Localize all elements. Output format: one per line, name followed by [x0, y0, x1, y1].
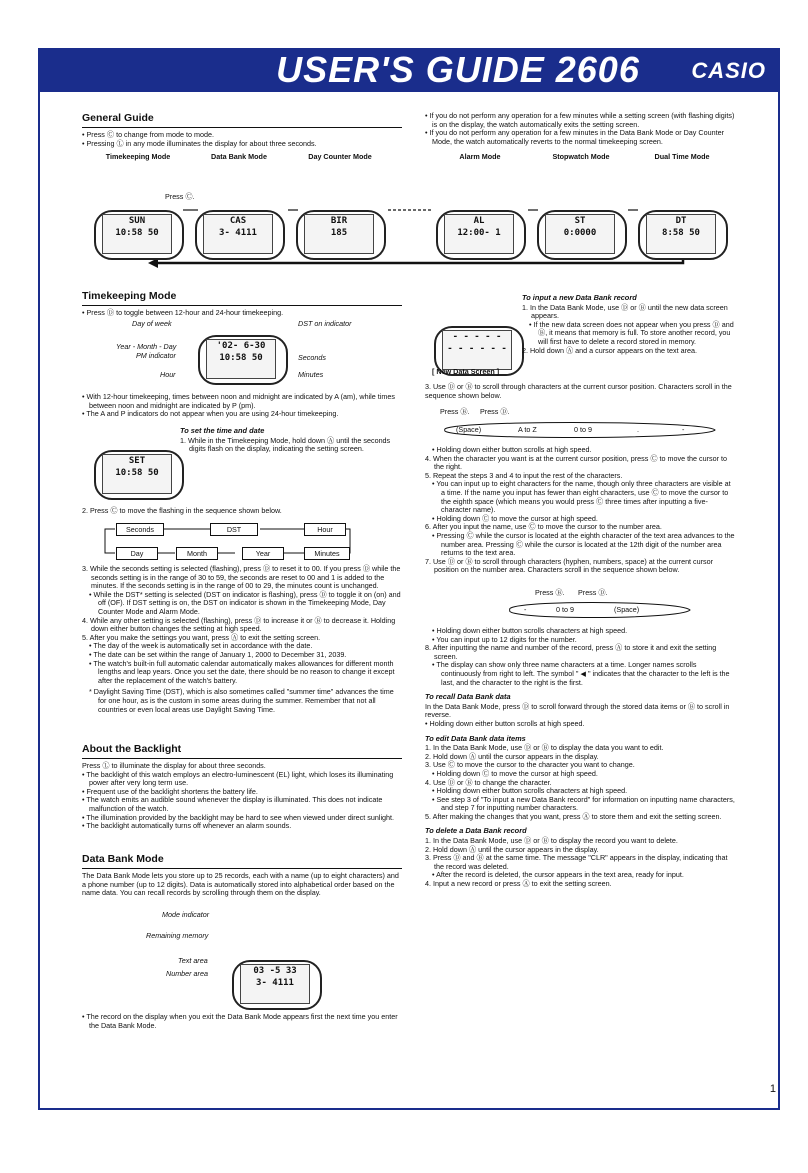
set-time-heading: To set the time and date [180, 426, 265, 435]
press-b-label: Press Ⓑ. [535, 588, 565, 597]
step: • The display can show only three name characters at a time. Longer names scrolls continuously from right to left. The symbol " ◀ " indicates that the character to the left is the last, and the character to the right is the first. [432, 660, 730, 687]
watch-databank-detail [230, 950, 322, 1018]
step: • You can input up to eight characters for the name, though only three characters are visible at a time. If the name you input has fewer than eight characters, use Ⓒ to move the cursor to the eighth space (which means you would press Ⓒ three times after inputting a five-character name). [432, 479, 731, 515]
step: • Holding down either button scrolls characters at high speed. [432, 786, 628, 796]
mode-label: Day Counter Mode [308, 152, 372, 161]
step: • Pressing Ⓒ while the cursor is located at the eighth character of the text area advances to the number area. Pressing Ⓒ while the cursor is located at the 12th digit of the number area returns to the text area. [432, 530, 735, 558]
timekeeping-heading: Timekeeping Mode [82, 290, 402, 306]
step: 4. When the character you want is at the current cursor position, press Ⓒ to move the cursor to the right. [425, 453, 728, 472]
general-bullet: • Pressing Ⓛ in any mode illuminates the display for about three seconds. [82, 140, 402, 149]
general-guide-section [82, 112, 402, 148]
seq-char: 0 to 9 [556, 605, 574, 614]
seq-seconds: Seconds [116, 523, 164, 536]
step: 2. Hold down Ⓐ until the cursor appears in the display. [425, 751, 599, 761]
step: 5. Repeat the steps 3 and 4 to input the rest of the characters. [425, 470, 623, 480]
callout-day-of-week: Day of week [132, 319, 172, 328]
watch-display: AL 12:00- 1 [444, 214, 514, 254]
callout-mode-indicator: Mode indicator [162, 910, 210, 919]
callout-minutes: Minutes [298, 370, 324, 379]
set-step-2: 2. Press Ⓒ to move the flashing in the sequence shown below. [82, 506, 282, 515]
mode-label: Stopwatch Mode [552, 152, 610, 161]
input-heading: To input a new Data Bank record [522, 293, 637, 302]
step: 3. While the seconds setting is selected (flashing), press Ⓓ to reset it to 00. If you press Ⓓ while the seconds setting is in the range of 30 to 59, the seconds are reset to 00 and 1 is added to the minutes. If the seconds setting is in the range of 00 to 29, the minutes count is unchanged. [82, 564, 401, 591]
step: 8. After inputting the name and number of the record, press Ⓐ to store it and exit the setting screen. [425, 643, 717, 661]
watch-display: BIR 185 [304, 214, 374, 254]
input-step: • If the new data screen does not appear when you press Ⓓ and Ⓑ, it means that memory is full. To store another record, you will first have to delete a record stored in memory. [529, 319, 734, 346]
callout-dst: DST on indicator [298, 319, 352, 328]
seq-char: (Space) [614, 605, 640, 614]
seq-char: A to Z [518, 425, 537, 434]
mode-label: Alarm Mode [459, 152, 501, 161]
step: 3. Use Ⓒ to move the cursor to the character you want to change. [425, 760, 635, 770]
step: • While the DST* setting is selected (DST on indicator is flashing), press Ⓓ to toggle it on (on) and off (OF). If DST setting is on, the DST on indicator is shown in the Timekeeping Mode, Day Counter Mode and Alarm Mode. [89, 589, 401, 616]
timekeeping-steps [82, 565, 402, 714]
backlight-heading: About the Backlight [82, 743, 402, 759]
watch-display: ST 0:0000 [545, 214, 615, 254]
watch-setting [92, 440, 184, 508]
seq-dst: DST [210, 523, 258, 536]
watch-display: '02- 6-30 10:58 50 [206, 339, 276, 379]
mode-label: Timekeeping Mode [105, 152, 171, 161]
callout-pm: PM indicator [136, 351, 176, 360]
recall-heading: To recall Data Bank data [425, 692, 511, 702]
title-banner [38, 48, 780, 92]
mode-label: Data Bank Mode [211, 152, 267, 161]
seq-char: (Space) [456, 425, 482, 434]
input-steps-a [425, 446, 735, 575]
step: 7. Use Ⓓ or Ⓑ to scroll through characters (hyphen, numbers, space) at the current cursor position on the number area. Characters scroll in the sequence shown below. [425, 556, 714, 575]
step: 5. After making the changes that you want, press Ⓐ to store them and exit the setting screen. [425, 811, 722, 821]
general-guide-right [425, 112, 735, 146]
seq-day: Day [116, 547, 158, 560]
watch-stopwatch [535, 152, 627, 268]
step: • The date can be set within the range of January 1, 2000 to December 31, 2039. [89, 649, 347, 659]
general-guide-heading: General Guide [82, 112, 402, 128]
input-step: 2. Hold down Ⓐ and a cursor appears on the text area. [522, 345, 697, 355]
input-record-section [522, 292, 734, 355]
backlight-bullet: • The backlight of this watch employs an electro-luminescent (EL) light, which loses its illuminating power after very long term use. [82, 771, 402, 788]
step: 1. In the Data Bank Mode, use Ⓓ or Ⓑ to display the record you want to delete. [425, 836, 678, 846]
step: 4. While any other setting is selected (flashing), press Ⓓ to increase it or Ⓑ to decrease it. Holding down either button changes the setting at high speed. [82, 615, 396, 634]
brand-logo: CASIO [691, 58, 766, 83]
set-step: 1. While in the Timekeeping Mode, hold down Ⓐ until the seconds digits flash on the display, indicating the setting screen. [180, 435, 391, 454]
watch-display: SUN 10:58 50 [102, 214, 172, 254]
step: • Holding down either button scrolls at high speed. [432, 445, 592, 454]
seq-char: - [524, 605, 527, 614]
backlight-bullet: • The backlight automatically turns off whenever an alarm sounds. [82, 822, 402, 831]
step: 3. Press Ⓓ and Ⓑ at the same time. The message "CLR" appears in the display, indicating that the record was deleted. [425, 853, 728, 871]
seq-char: 0 to 9 [574, 425, 592, 434]
seq-char: - [682, 425, 685, 434]
sequence-arrows [500, 598, 700, 622]
delete-heading: To delete a Data Bank record [425, 826, 527, 836]
seq-hour: Hour [304, 523, 346, 536]
callout-seconds: Seconds [298, 353, 326, 362]
step: • Holding down either button scrolls at high speed. [425, 718, 585, 728]
databank-section [82, 853, 402, 898]
databank-bullet: • The record on the display when you exit the Data Bank Mode appears first the next time you enter the Data Bank Mode. [82, 1013, 402, 1030]
callout-text-area: Text area [178, 956, 208, 965]
step: • See step 3 of "To input a new Data Bank record" for information on inputting name characters, and step 7 for inputting number characters. [432, 794, 735, 813]
watch-display: - - - - - - - - - - - [442, 330, 512, 370]
input-step-3: 3. Use Ⓓ or Ⓑ to scroll through characters at the current cursor position. Characters scroll in the sequence shown below. [425, 382, 732, 400]
callout-number-area: Number area [166, 969, 208, 978]
callout-hour: Hour [160, 370, 176, 379]
databank-note [82, 1013, 402, 1030]
backlight-section [82, 743, 402, 831]
backlight-bullet: • The illumination provided by the backlight may be hard to see when viewed under direct sunlight. [82, 814, 402, 823]
new-data-screen-label: [ New Data Screen ] [432, 367, 500, 376]
watch-display: SET 10:58 50 [102, 454, 172, 494]
databank-intro: The Data Bank Mode lets you store up to 25 records, each with a name (up to eight characters) and a phone number (up to 12 digits). Data is automatically stored into alphabetical order based on the name data. You can recall records by scrolling through them on the display. [82, 871, 399, 898]
page-number: 1 [769, 1083, 776, 1095]
watch-timekeeping-detail [196, 325, 288, 393]
step: • Holding down Ⓒ to move the cursor at high speed. [432, 513, 598, 523]
timekeeping-bullet: • Press Ⓓ to toggle between 12-hour and 24-hour timekeeping. [82, 309, 402, 318]
step: • The watch's built-in full automatic calendar automatically makes allowances for different month lengths and leap years. Once you set the date, there should be no reason to change it except after the replacement of the watch's battery. [89, 658, 395, 685]
watch-alarm [434, 152, 526, 268]
step: 1. In the Data Bank Mode, use Ⓓ or Ⓑ to display the data you want to edit. [425, 743, 664, 753]
page-title: USER'S GUIDE 2606 [276, 49, 640, 90]
press-b-label: Press Ⓑ. [440, 407, 470, 416]
step: • You can input up to 12 digits for the number. [432, 634, 577, 644]
seq-char: . [637, 425, 639, 434]
watch-display: CAS 3- 4111 [203, 214, 273, 254]
databank-heading: Data Bank Mode [82, 853, 402, 869]
step: • Holding down Ⓒ to move the cursor at high speed. [432, 768, 598, 778]
recall-text: In the Data Bank Mode, press Ⓓ to scroll forward through the stored data items or Ⓑ to scroll in reverse. [425, 701, 730, 720]
timekeeping-bullet: • With 12-hour timekeeping, times between noon and midnight are indicated by A (am), while times between noon and midnight are indicated by P (pm). [82, 393, 402, 410]
step: 4. Use Ⓓ or Ⓑ to change the character. [425, 777, 552, 787]
backlight-bullet: • Frequent use of the backlight shortens the battery life. [82, 788, 402, 797]
input-step: 1. In the Data Bank Mode, use Ⓓ or Ⓑ until the new data screen appears. [522, 302, 728, 321]
mode-label: Dual Time Mode [654, 152, 710, 161]
general-bullet: • If you do not perform any operation for a few minutes while a setting screen (with flashing digits) is on the display, the watch automatically exits the setting screen. [425, 112, 735, 129]
press-d-label: Press Ⓓ. [578, 588, 608, 597]
edit-heading: To edit Data Bank data items [425, 733, 526, 743]
press-c-label: Press Ⓒ. [165, 192, 195, 201]
step: 4. Input a new record or press Ⓐ to exit the setting screen. [425, 879, 612, 889]
seq-minutes: Minutes [304, 547, 350, 560]
press-d-label: Press Ⓓ. [480, 407, 510, 416]
watch-dualtime [636, 152, 728, 268]
seq-month: Month [176, 547, 218, 560]
timekeeping-section [82, 290, 402, 318]
input-steps-b [425, 627, 735, 889]
backlight-intro: Press Ⓛ to illuminate the display for about three seconds. [82, 761, 266, 770]
general-bullet: • If you do not perform any operation for a few minutes in the Data Bank Mode or Day Counter Mode, the watch automatically reverts to the normal timekeeping screen. [425, 129, 735, 146]
watch-display: DT 8:58 50 [646, 214, 716, 254]
step: 2. Hold down Ⓐ until the cursor appears in the display. [425, 844, 599, 854]
watch-databank [193, 152, 285, 268]
step: • After the record is deleted, the cursor appears in the text area, ready for input. [432, 870, 684, 880]
callout-remaining-memory: Remaining memory [146, 931, 209, 940]
step: • The day of the week is automatically set in accordance with the date. [89, 641, 313, 651]
seq-year: Year [242, 547, 284, 560]
step: * Daylight Saving Time (DST), which is also sometimes called "summer time" advances the time for one hour, as is the custom in some areas during the summer. Remember that not all countries or even local areas use Daylight Saving Time. [89, 687, 394, 714]
step: • Holding down either button scrolls characters at high speed. [432, 626, 628, 635]
watch-daycounter [294, 152, 386, 268]
set-time-section [180, 425, 402, 454]
backlight-bullet: • The watch emits an audible sound whenever the display is illuminated. This does not indicate malfunction of the watch. [82, 796, 402, 813]
timekeeping-bullet: • The A and P indicators do not appear when you are using 24-hour timekeeping. [82, 410, 402, 419]
watch-display: 03 -5 33 3- 4111 [240, 964, 310, 1004]
step: 5. After you make the settings you want, press Ⓐ to exit the setting screen. [82, 632, 321, 642]
step: 6. After you input the name, use Ⓒ to move the cursor to the number area. [425, 522, 662, 532]
callout-ymd: Year - Month - Day [116, 342, 177, 351]
timekeeping-notes [82, 393, 402, 419]
general-bullet: • Press Ⓒ to change from mode to mode. [82, 131, 402, 140]
